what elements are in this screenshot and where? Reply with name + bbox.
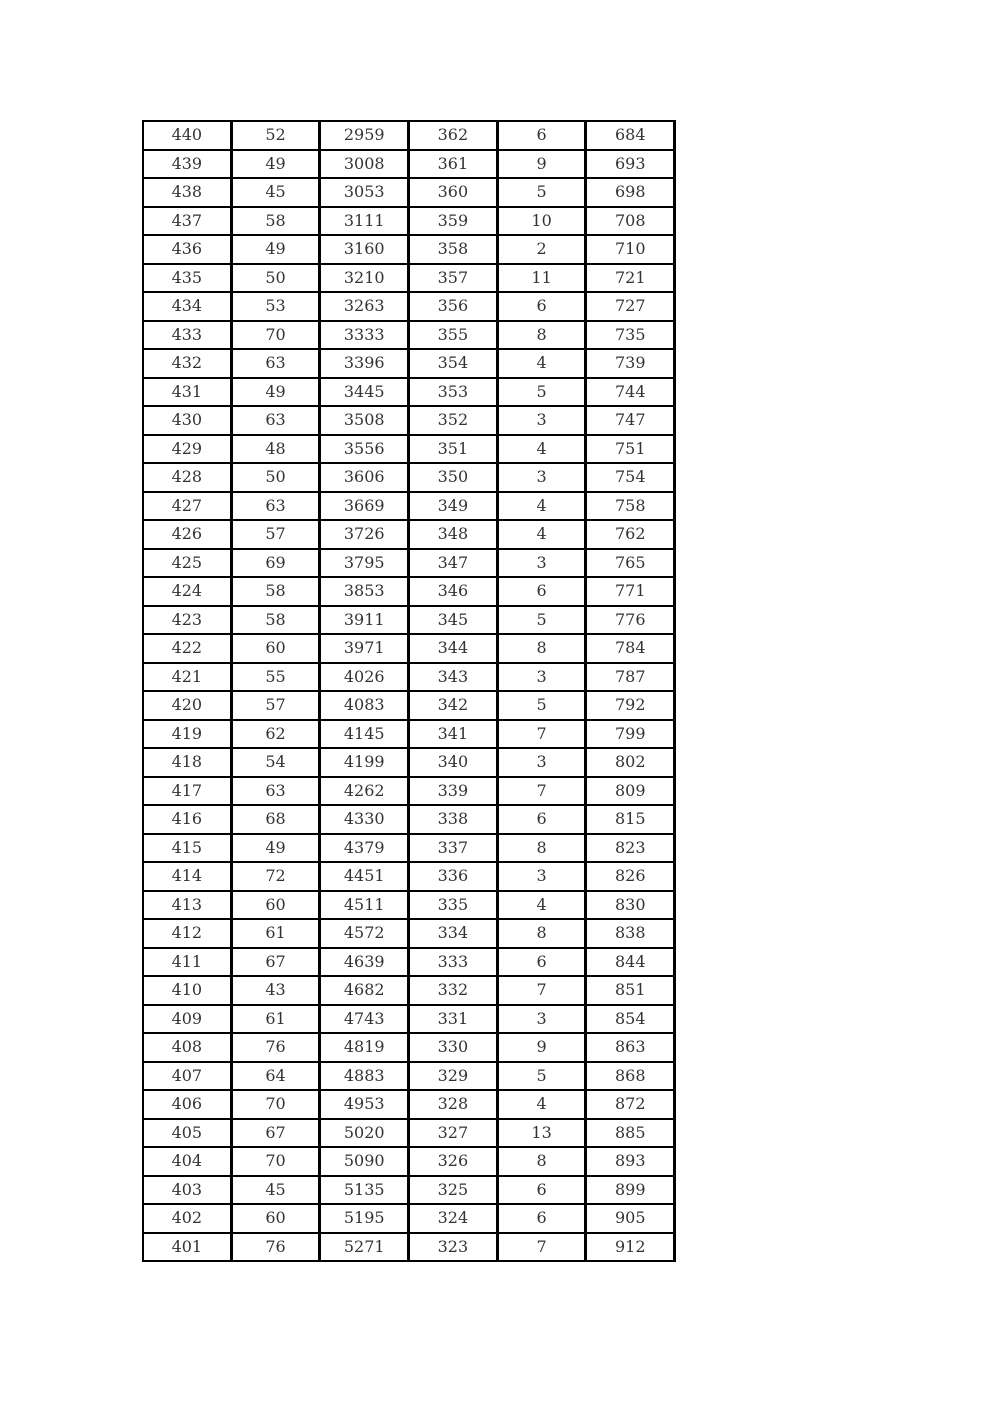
table-cell: 420 — [144, 692, 233, 721]
table-cell: 361 — [410, 151, 499, 180]
table-cell: 4 — [499, 436, 588, 465]
table-cell: 3053 — [321, 179, 410, 208]
table-cell: 4262 — [321, 778, 410, 807]
table-cell: 335 — [410, 892, 499, 921]
table-cell: 45 — [233, 179, 322, 208]
table-cell: 67 — [233, 1120, 322, 1149]
table-cell: 348 — [410, 521, 499, 550]
table-cell: 2959 — [321, 122, 410, 151]
table-cell: 330 — [410, 1034, 499, 1063]
table-cell: 698 — [587, 179, 676, 208]
table-cell: 765 — [587, 550, 676, 579]
table-cell: 342 — [410, 692, 499, 721]
table-cell: 415 — [144, 835, 233, 864]
table-cell: 799 — [587, 721, 676, 750]
table-cell: 4199 — [321, 749, 410, 778]
table-cell: 60 — [233, 635, 322, 664]
table-row — [144, 721, 676, 750]
table-row — [144, 920, 676, 949]
table-cell: 331 — [410, 1006, 499, 1035]
table-row — [144, 863, 676, 892]
table-cell: 68 — [233, 806, 322, 835]
table-cell: 344 — [410, 635, 499, 664]
table-cell: 11 — [499, 265, 588, 294]
table-cell: 4083 — [321, 692, 410, 721]
table-cell: 3853 — [321, 578, 410, 607]
table-cell: 54 — [233, 749, 322, 778]
table-cell: 434 — [144, 293, 233, 322]
table-cell: 76 — [233, 1034, 322, 1063]
table-cell: 3333 — [321, 322, 410, 351]
table-cell: 3210 — [321, 265, 410, 294]
table-cell: 4953 — [321, 1091, 410, 1120]
table-cell: 684 — [587, 122, 676, 151]
table-cell: 3111 — [321, 208, 410, 237]
table-cell: 4682 — [321, 977, 410, 1006]
table-cell: 323 — [410, 1234, 499, 1263]
table-cell: 62 — [233, 721, 322, 750]
table-cell: 826 — [587, 863, 676, 892]
table-cell: 336 — [410, 863, 499, 892]
table-cell: 8 — [499, 322, 588, 351]
table-cell: 6 — [499, 293, 588, 322]
table-cell: 425 — [144, 550, 233, 579]
table-cell: 414 — [144, 863, 233, 892]
table-row — [144, 236, 676, 265]
table-cell: 784 — [587, 635, 676, 664]
table-cell: 407 — [144, 1063, 233, 1092]
table-cell: 3 — [499, 749, 588, 778]
table-cell: 905 — [587, 1205, 676, 1234]
table-cell: 6 — [499, 1177, 588, 1206]
table-cell: 49 — [233, 835, 322, 864]
table-cell: 8 — [499, 635, 588, 664]
table-cell: 762 — [587, 521, 676, 550]
table-cell: 823 — [587, 835, 676, 864]
table-cell: 405 — [144, 1120, 233, 1149]
table-cell: 340 — [410, 749, 499, 778]
table-cell: 744 — [587, 379, 676, 408]
table-cell: 63 — [233, 407, 322, 436]
table-row — [144, 436, 676, 465]
table-cell: 324 — [410, 1205, 499, 1234]
table-row — [144, 350, 676, 379]
table-cell: 802 — [587, 749, 676, 778]
table-cell: 4511 — [321, 892, 410, 921]
table-cell: 4 — [499, 493, 588, 522]
table-cell: 9 — [499, 151, 588, 180]
table-cell: 426 — [144, 521, 233, 550]
table-cell: 416 — [144, 806, 233, 835]
table-row — [144, 977, 676, 1006]
table-cell: 5 — [499, 1063, 588, 1092]
table-cell: 362 — [410, 122, 499, 151]
table-cell: 872 — [587, 1091, 676, 1120]
table-row — [144, 949, 676, 978]
table-cell: 3726 — [321, 521, 410, 550]
table-cell: 6 — [499, 578, 588, 607]
table-cell: 3669 — [321, 493, 410, 522]
table-cell: 58 — [233, 607, 322, 636]
table-cell: 55 — [233, 664, 322, 693]
table-cell: 421 — [144, 664, 233, 693]
table-cell: 4379 — [321, 835, 410, 864]
table-cell: 3008 — [321, 151, 410, 180]
table-cell: 403 — [144, 1177, 233, 1206]
table-cell: 771 — [587, 578, 676, 607]
table-cell: 3445 — [321, 379, 410, 408]
table-cell: 7 — [499, 778, 588, 807]
table-cell: 868 — [587, 1063, 676, 1092]
table-cell: 406 — [144, 1091, 233, 1120]
table-cell: 360 — [410, 179, 499, 208]
table-cell: 325 — [410, 1177, 499, 1206]
table-cell: 776 — [587, 607, 676, 636]
table-cell: 4 — [499, 892, 588, 921]
table-cell: 343 — [410, 664, 499, 693]
table-cell: 7 — [499, 1234, 588, 1263]
table-cell: 5 — [499, 179, 588, 208]
table-cell: 5020 — [321, 1120, 410, 1149]
table-cell: 341 — [410, 721, 499, 750]
table-cell: 6 — [499, 806, 588, 835]
table-row — [144, 892, 676, 921]
table-cell: 45 — [233, 1177, 322, 1206]
table-row — [144, 749, 676, 778]
table-cell: 334 — [410, 920, 499, 949]
table-cell: 6 — [499, 122, 588, 151]
table-cell: 57 — [233, 521, 322, 550]
table-cell: 50 — [233, 265, 322, 294]
table-cell: 437 — [144, 208, 233, 237]
table-cell: 751 — [587, 436, 676, 465]
table-cell: 338 — [410, 806, 499, 835]
table-cell: 4639 — [321, 949, 410, 978]
table-row — [144, 578, 676, 607]
table-cell: 409 — [144, 1006, 233, 1035]
table-cell: 727 — [587, 293, 676, 322]
table-cell: 3971 — [321, 635, 410, 664]
table-cell: 433 — [144, 322, 233, 351]
table-cell: 353 — [410, 379, 499, 408]
table-cell: 67 — [233, 949, 322, 978]
table-cell: 401 — [144, 1234, 233, 1263]
table-cell: 351 — [410, 436, 499, 465]
table-cell: 76 — [233, 1234, 322, 1263]
table-cell: 337 — [410, 835, 499, 864]
table-cell: 3 — [499, 550, 588, 579]
table-cell: 352 — [410, 407, 499, 436]
table-cell: 10 — [499, 208, 588, 237]
table-cell: 424 — [144, 578, 233, 607]
table-cell: 60 — [233, 892, 322, 921]
table-cell: 52 — [233, 122, 322, 151]
table-cell: 4330 — [321, 806, 410, 835]
table-row — [144, 1063, 676, 1092]
table-cell: 410 — [144, 977, 233, 1006]
table-cell: 435 — [144, 265, 233, 294]
table-cell: 349 — [410, 493, 499, 522]
table-cell: 339 — [410, 778, 499, 807]
table-cell: 49 — [233, 379, 322, 408]
table-row — [144, 521, 676, 550]
table-row — [144, 265, 676, 294]
table-cell: 912 — [587, 1234, 676, 1263]
table-row — [144, 550, 676, 579]
table-cell: 53 — [233, 293, 322, 322]
table-cell: 4 — [499, 350, 588, 379]
table-cell: 3 — [499, 664, 588, 693]
table-cell: 345 — [410, 607, 499, 636]
table-cell: 63 — [233, 350, 322, 379]
table-cell: 72 — [233, 863, 322, 892]
table-row — [144, 493, 676, 522]
table-cell: 359 — [410, 208, 499, 237]
table-cell: 58 — [233, 578, 322, 607]
table-cell: 440 — [144, 122, 233, 151]
table-cell: 4145 — [321, 721, 410, 750]
table-cell: 48 — [233, 436, 322, 465]
table-cell: 356 — [410, 293, 499, 322]
table-row — [144, 692, 676, 721]
table-cell: 429 — [144, 436, 233, 465]
table-cell: 5090 — [321, 1148, 410, 1177]
table-cell: 404 — [144, 1148, 233, 1177]
table-cell: 418 — [144, 749, 233, 778]
table-row — [144, 179, 676, 208]
table-cell: 3396 — [321, 350, 410, 379]
table-row — [144, 151, 676, 180]
table-cell: 844 — [587, 949, 676, 978]
table-row — [144, 407, 676, 436]
table-cell: 350 — [410, 464, 499, 493]
table-cell: 3 — [499, 464, 588, 493]
table-cell: 63 — [233, 778, 322, 807]
table-row — [144, 293, 676, 322]
table-cell: 436 — [144, 236, 233, 265]
table-cell: 4819 — [321, 1034, 410, 1063]
table-cell: 402 — [144, 1205, 233, 1234]
table-cell: 5135 — [321, 1177, 410, 1206]
table-cell: 758 — [587, 493, 676, 522]
table-cell: 893 — [587, 1148, 676, 1177]
table-row — [144, 607, 676, 636]
table-cell: 4451 — [321, 863, 410, 892]
table-cell: 61 — [233, 920, 322, 949]
table-cell: 430 — [144, 407, 233, 436]
table-cell: 60 — [233, 1205, 322, 1234]
table-row — [144, 1148, 676, 1177]
table-cell: 63 — [233, 493, 322, 522]
table-cell: 3508 — [321, 407, 410, 436]
table-cell: 6 — [499, 949, 588, 978]
table-cell: 3 — [499, 863, 588, 892]
table-row — [144, 1034, 676, 1063]
table-cell: 69 — [233, 550, 322, 579]
table-cell: 754 — [587, 464, 676, 493]
table-cell: 899 — [587, 1177, 676, 1206]
table-cell: 13 — [499, 1120, 588, 1149]
table-cell: 332 — [410, 977, 499, 1006]
table-cell: 328 — [410, 1091, 499, 1120]
table-row — [144, 1234, 676, 1263]
table-cell: 422 — [144, 635, 233, 664]
table-row — [144, 806, 676, 835]
table-cell: 851 — [587, 977, 676, 1006]
table-cell: 4026 — [321, 664, 410, 693]
table-cell: 7 — [499, 977, 588, 1006]
table-cell: 427 — [144, 493, 233, 522]
table-cell: 333 — [410, 949, 499, 978]
table-cell: 329 — [410, 1063, 499, 1092]
table-cell: 49 — [233, 151, 322, 180]
table-cell: 838 — [587, 920, 676, 949]
table-row — [144, 464, 676, 493]
table-cell: 885 — [587, 1120, 676, 1149]
table-cell: 70 — [233, 1091, 322, 1120]
table-cell: 408 — [144, 1034, 233, 1063]
table-cell: 5 — [499, 379, 588, 408]
table-cell: 3160 — [321, 236, 410, 265]
table-cell: 693 — [587, 151, 676, 180]
table-cell: 830 — [587, 892, 676, 921]
table-cell: 439 — [144, 151, 233, 180]
table-cell: 3263 — [321, 293, 410, 322]
table-cell: 3911 — [321, 607, 410, 636]
table-cell: 423 — [144, 607, 233, 636]
table-cell: 357 — [410, 265, 499, 294]
table-cell: 3795 — [321, 550, 410, 579]
table-cell: 710 — [587, 236, 676, 265]
table-cell: 863 — [587, 1034, 676, 1063]
table-row — [144, 122, 676, 151]
table-row — [144, 778, 676, 807]
table-cell: 815 — [587, 806, 676, 835]
table-cell: 854 — [587, 1006, 676, 1035]
table-row — [144, 322, 676, 351]
table-cell: 347 — [410, 550, 499, 579]
table-cell: 355 — [410, 322, 499, 351]
table-row — [144, 379, 676, 408]
table-cell: 57 — [233, 692, 322, 721]
table-cell: 358 — [410, 236, 499, 265]
table-cell: 411 — [144, 949, 233, 978]
table-cell: 721 — [587, 265, 676, 294]
table-cell: 747 — [587, 407, 676, 436]
table-cell: 4 — [499, 521, 588, 550]
table-cell: 419 — [144, 721, 233, 750]
table-cell: 5 — [499, 607, 588, 636]
table-cell: 2 — [499, 236, 588, 265]
table-cell: 4572 — [321, 920, 410, 949]
table-cell: 326 — [410, 1148, 499, 1177]
table-cell: 438 — [144, 179, 233, 208]
table-row — [144, 1006, 676, 1035]
table-cell: 5 — [499, 692, 588, 721]
table-row — [144, 1177, 676, 1206]
table-cell: 61 — [233, 1006, 322, 1035]
table-cell: 4743 — [321, 1006, 410, 1035]
table-cell: 5195 — [321, 1205, 410, 1234]
table-row — [144, 1120, 676, 1149]
table-cell: 50 — [233, 464, 322, 493]
score-table — [142, 120, 676, 1262]
table-cell: 787 — [587, 664, 676, 693]
table-cell: 327 — [410, 1120, 499, 1149]
table-cell: 3 — [499, 1006, 588, 1035]
table-cell: 428 — [144, 464, 233, 493]
table-cell: 354 — [410, 350, 499, 379]
table-cell: 735 — [587, 322, 676, 351]
table-cell: 8 — [499, 920, 588, 949]
table-row — [144, 664, 676, 693]
table-cell: 431 — [144, 379, 233, 408]
table-row — [144, 1091, 676, 1120]
table-cell: 413 — [144, 892, 233, 921]
table-row — [144, 208, 676, 237]
table-cell: 5271 — [321, 1234, 410, 1263]
table-cell: 708 — [587, 208, 676, 237]
table-cell: 7 — [499, 721, 588, 750]
table-cell: 3 — [499, 407, 588, 436]
table-cell: 9 — [499, 1034, 588, 1063]
table-cell: 49 — [233, 236, 322, 265]
table-cell: 43 — [233, 977, 322, 1006]
table-cell: 4 — [499, 1091, 588, 1120]
score-table-container — [142, 120, 676, 1262]
table-cell: 3606 — [321, 464, 410, 493]
table-row — [144, 1205, 676, 1234]
table-cell: 70 — [233, 322, 322, 351]
table-cell: 64 — [233, 1063, 322, 1092]
table-cell: 6 — [499, 1205, 588, 1234]
table-cell: 346 — [410, 578, 499, 607]
table-cell: 8 — [499, 835, 588, 864]
table-cell: 4883 — [321, 1063, 410, 1092]
table-row — [144, 835, 676, 864]
table-cell: 809 — [587, 778, 676, 807]
table-cell: 3556 — [321, 436, 410, 465]
table-cell: 432 — [144, 350, 233, 379]
table-cell: 417 — [144, 778, 233, 807]
table-cell: 412 — [144, 920, 233, 949]
table-cell: 58 — [233, 208, 322, 237]
table-row — [144, 635, 676, 664]
table-cell: 8 — [499, 1148, 588, 1177]
score-table-body — [144, 122, 676, 1262]
table-cell: 792 — [587, 692, 676, 721]
table-cell: 739 — [587, 350, 676, 379]
table-cell: 70 — [233, 1148, 322, 1177]
